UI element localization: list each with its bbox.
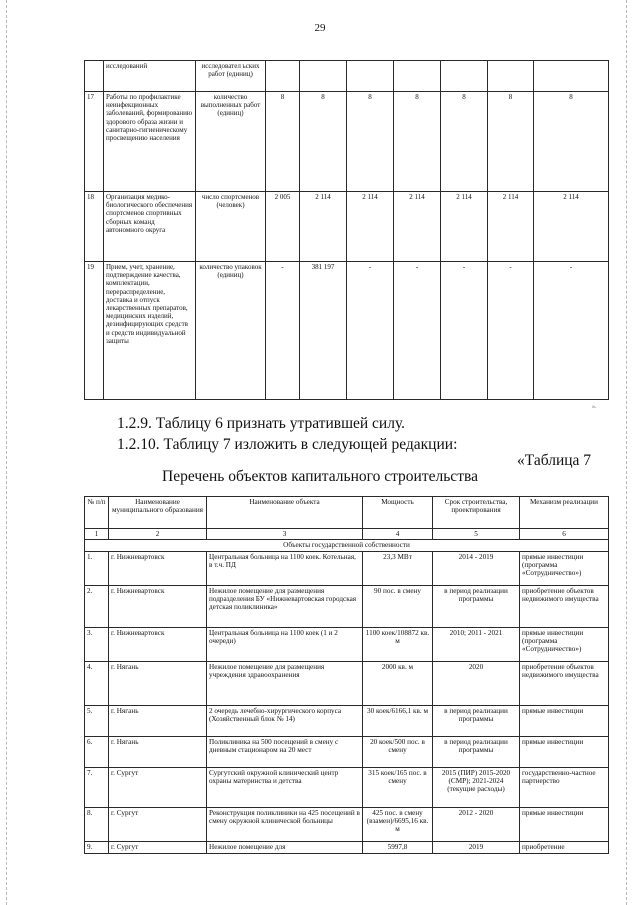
service-name: Организация медико-биологического обеспечения спортсменов спортивных сборных команд автономного округа <box>104 192 196 262</box>
header-mechanism: Механизм реализации <box>520 497 609 529</box>
value-cell: 8 <box>266 92 300 192</box>
row-number: 2. <box>85 585 109 627</box>
table-row <box>85 627 609 661</box>
value-cell: - <box>394 262 441 400</box>
capacity-cell: 5997,8 <box>363 841 433 853</box>
value-cell: - <box>347 262 394 400</box>
term-cell: 2014 - 2019 <box>433 551 520 585</box>
capital-construction-table <box>84 496 609 854</box>
value-cell <box>488 61 534 92</box>
municipality-cell: г. Нягань <box>109 661 207 705</box>
section-row <box>85 540 609 551</box>
object-cell: Нежилое помещение для размещения учреждения здравоохранения <box>207 661 363 705</box>
term-cell: в период реализации программы <box>433 705 520 736</box>
table-row <box>85 585 609 627</box>
value-cell: 381 197 <box>300 262 347 400</box>
municipality-cell: г. Сургут <box>109 767 207 807</box>
value-cell <box>394 61 441 92</box>
mechanism-cell: приобретение объектов недвижимого имущества <box>520 661 609 705</box>
capacity-cell: 2000 кв. м <box>363 661 433 705</box>
unit-cell: исследовател ьских работ (единиц) <box>196 61 266 92</box>
value-cell: 8 <box>394 92 441 192</box>
col-number: 3 <box>207 529 363 540</box>
term-cell: 2019 <box>433 841 520 853</box>
value-cell <box>347 61 394 92</box>
table-row <box>85 767 609 807</box>
value-cell: 2 005 <box>266 192 300 262</box>
mechanism-cell: прямые инвестиции <box>520 807 609 841</box>
value-cell: 2 114 <box>347 192 394 262</box>
paragraph-1-2-10: 1.2.10. Таблицу 7 изложить в следующей редакции: <box>117 436 458 453</box>
capacity-cell: 315 коек/165 пос. в смену <box>363 767 433 807</box>
row-number: 3. <box>85 627 109 661</box>
object-cell: Центральная больница на 1100 коек (1 и 2 очереди) <box>207 627 363 661</box>
term-cell: 2012 - 2020 <box>433 807 520 841</box>
value-cell: 2 114 <box>441 192 488 262</box>
value-cell: 2 114 <box>300 192 347 262</box>
value-cell: 8 <box>347 92 394 192</box>
capacity-cell: 425 пос. в смену (взамен)/6695,16 кв. м <box>363 807 433 841</box>
table-row <box>85 705 609 736</box>
object-cell: Центральная больница на 1100 коек. Котельная, в т.ч. ПД <box>207 551 363 585</box>
term-cell: 2015 (ПИР) 2015-2020 (СМР); 2021-2024 (текущие расходы) <box>433 767 520 807</box>
mechanism-cell: прямые инвестиции <box>520 705 609 736</box>
term-cell: 2010; 2011 - 2021 <box>433 627 520 661</box>
value-cell: 8 <box>441 92 488 192</box>
row-number: 19 <box>85 262 104 400</box>
value-cell: 8 <box>488 92 534 192</box>
value-cell <box>300 61 347 92</box>
col-number: 2 <box>109 529 207 540</box>
service-name: Прием, учет, хранение, подтверждение качества, комплектации, перераспределение, доставка и отпуск лекарственных препаратов, медицинских изделий, дезинфицирующих средств и средств индивидуальной защиты <box>104 262 196 400</box>
header-municipality: Наименование муниципального образования <box>109 497 207 529</box>
capacity-cell: 90 пос. в смену <box>363 585 433 627</box>
object-cell: 2 очередь лечебно-хирургического корпуса (Хозяйственный блок № 14) <box>207 705 363 736</box>
table-row <box>85 61 609 92</box>
mechanism-cell: приобретение объектов недвижимого имущества <box>520 585 609 627</box>
value-cell: 2 114 <box>394 192 441 262</box>
mechanism-cell: прямые инвестиции <box>520 736 609 767</box>
table-row <box>85 736 609 767</box>
table-row <box>85 192 609 262</box>
row-number: 4. <box>85 661 109 705</box>
row-number: 7. <box>85 767 109 807</box>
term-cell: 2020 <box>433 661 520 705</box>
unit-cell: количество выполненных работ (единиц) <box>196 92 266 192</box>
right-scan-edge <box>626 0 627 905</box>
row-number: 1. <box>85 551 109 585</box>
table-label: «Таблица 7 <box>517 452 592 469</box>
table-row <box>85 661 609 705</box>
row-number <box>85 61 104 92</box>
row-number: 5. <box>85 705 109 736</box>
value-cell: - <box>266 262 300 400</box>
object-cell: Нежилое помещение для размещения подразделения БУ «Нижневартовская городская детская поликлиника» <box>207 585 363 627</box>
term-cell: в период реализации программы <box>433 736 520 767</box>
term-cell: в период реализации программы <box>433 585 520 627</box>
col-number: 4 <box>363 529 433 540</box>
mechanism-cell: приобретение <box>520 841 609 853</box>
municipality-cell: г. Нижневартовск <box>109 585 207 627</box>
page-number: 29 <box>314 22 326 34</box>
value-cell: - <box>441 262 488 400</box>
value-cell: - <box>534 262 609 400</box>
header-row <box>85 497 609 529</box>
capacity-cell: 30 коек/6166,1 кв. м <box>363 705 433 736</box>
object-cell: Реконструкция поликлиники на 425 посещений в смену окружной клинической больницы <box>207 807 363 841</box>
header-term: Срок строительства, проектирования <box>433 497 520 529</box>
row-number: 18 <box>85 192 104 262</box>
row-number: 17 <box>85 92 104 192</box>
municipality-cell: г. Сургут <box>109 841 207 853</box>
mechanism-cell: государственно-частное партнерство <box>520 767 609 807</box>
unit-cell: количество упаковок (единиц) <box>196 262 266 400</box>
capacity-cell: 23,3 МВт <box>363 551 433 585</box>
municipality-cell: г. Нягань <box>109 736 207 767</box>
capacity-cell: 20 коек/500 пос. в смену <box>363 736 433 767</box>
value-cell <box>441 61 488 92</box>
municipality-cell: г. Нягань <box>109 705 207 736</box>
indicators-table <box>84 60 609 400</box>
header-num: № п/п <box>85 497 109 529</box>
municipality-cell: г. Нижневартовск <box>109 627 207 661</box>
unit-cell: число спортсменов (человек) <box>196 192 266 262</box>
left-scan-edge <box>6 0 7 905</box>
table-title: Перечень объектов капитального строительства <box>162 468 478 485</box>
mechanism-cell: прямые инвестиции (программа «Сотрудничество») <box>520 627 609 661</box>
value-cell: 2 114 <box>488 192 534 262</box>
paragraph-1-2-9: 1.2.9. Таблицу 6 признать утратившей силу. <box>117 415 406 432</box>
municipality-cell: г. Сургут <box>109 807 207 841</box>
table-closing-mark: ». <box>592 404 597 410</box>
value-cell: - <box>488 262 534 400</box>
service-name: исследований <box>104 61 196 92</box>
service-name: Работы по профилактике неинфекционных заболеваний, формированию здорового образа жизни и санитарно-гигиеническому просвещению населения <box>104 92 196 192</box>
municipality-cell: г. Нижневартовск <box>109 551 207 585</box>
row-number: 8. <box>85 807 109 841</box>
row-number: 9. <box>85 841 109 853</box>
col-number: 6 <box>520 529 609 540</box>
value-cell: 8 <box>534 92 609 192</box>
col-number: 5 <box>433 529 520 540</box>
header-capacity: Мощность <box>363 497 433 529</box>
col-number: 1 <box>85 529 109 540</box>
value-cell <box>534 61 609 92</box>
table-row <box>85 92 609 192</box>
table-row <box>85 262 609 400</box>
value-cell: 2 114 <box>534 192 609 262</box>
row-number: 6. <box>85 736 109 767</box>
column-number-row <box>85 529 609 540</box>
section-title: Объекты государственной собственности <box>85 540 609 551</box>
header-object: Наименование объекта <box>207 497 363 529</box>
table-row <box>85 807 609 841</box>
mechanism-cell: прямые инвестиции (программа «Сотрудничество») <box>520 551 609 585</box>
object-cell: Поликлиника на 500 посещений в смену с дневным стационаром на 20 мест <box>207 736 363 767</box>
object-cell: Нежилое помещение для <box>207 841 363 853</box>
value-cell: 8 <box>300 92 347 192</box>
capacity-cell: 1100 коек/108872 кв. м <box>363 627 433 661</box>
table-row <box>85 551 609 585</box>
value-cell <box>266 61 300 92</box>
table-row <box>85 841 609 853</box>
object-cell: Сургутский окружной клинический центр охраны материнства и детства <box>207 767 363 807</box>
